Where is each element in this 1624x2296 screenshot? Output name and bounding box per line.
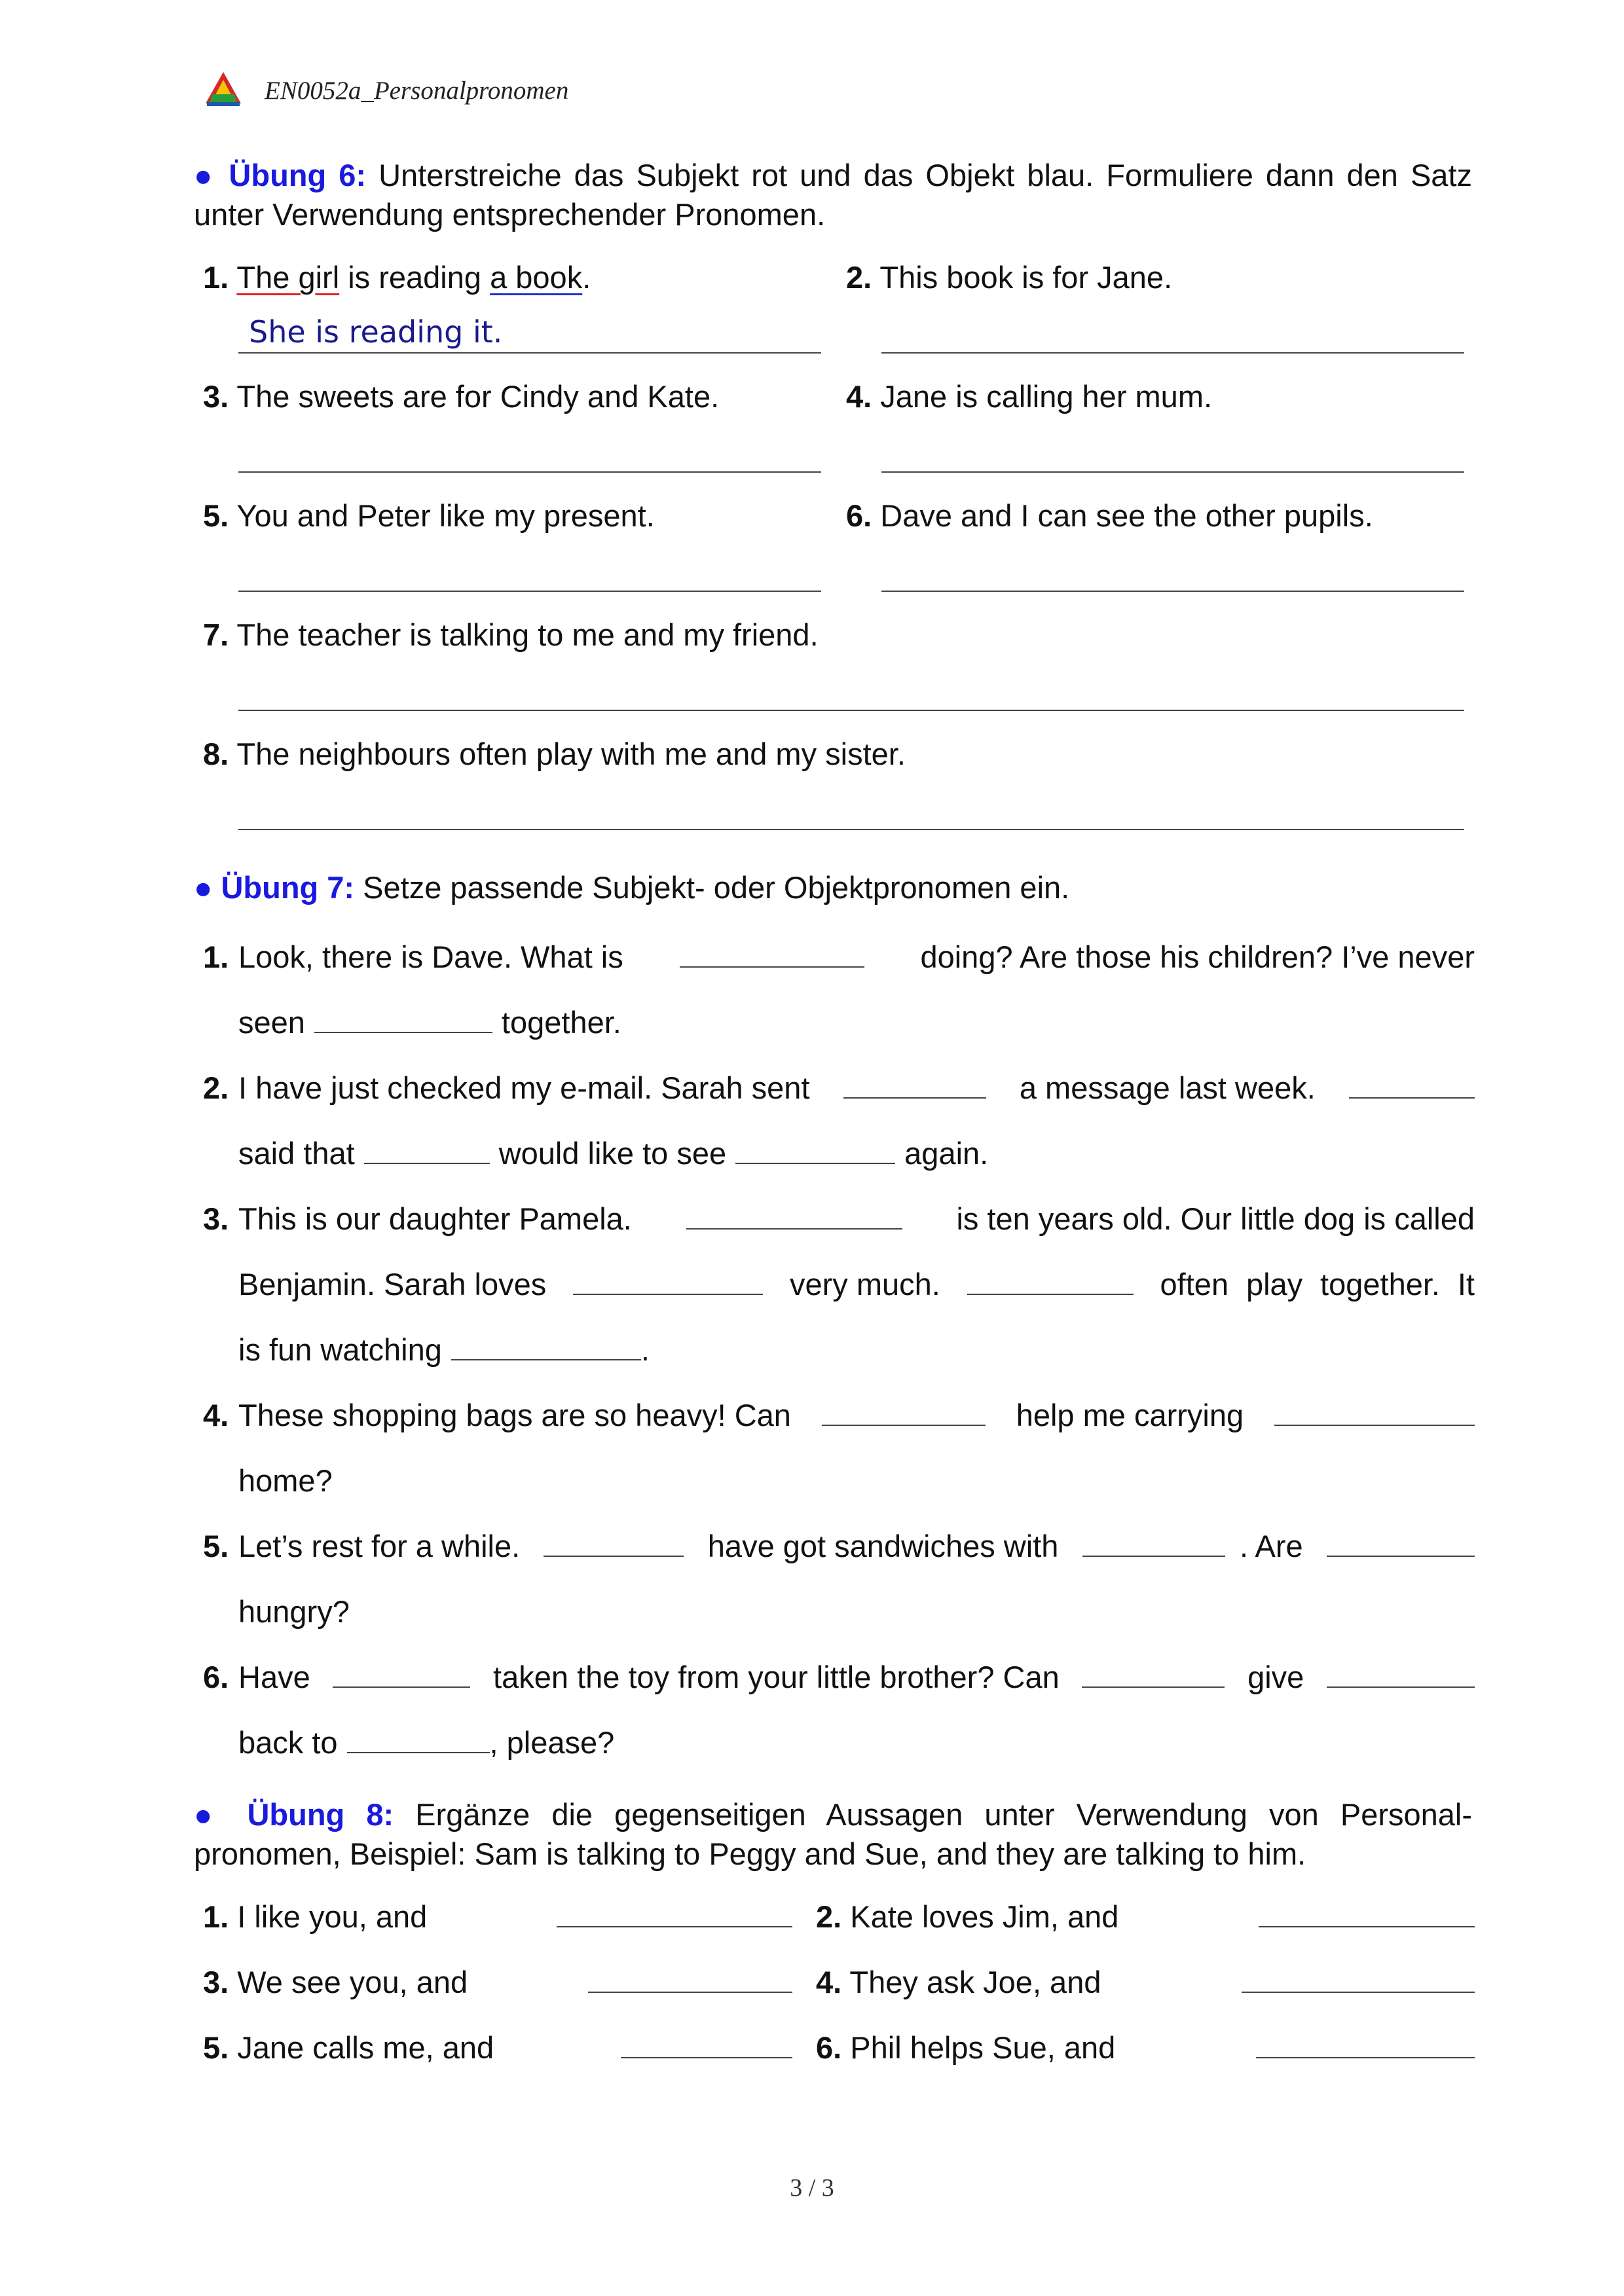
bullet: ● [194,158,217,192]
exercise-7-text: Setze passende Subjekt- oder Objektpronomen ein. [363,870,1070,905]
ex8-item-1: 1. I like you, and [203,1897,792,1937]
ex8-item-3: 3. We see you, and [203,1963,792,2002]
ex7-item-1-line-1: 1. Look, there is Dave. What is doing? Are those his children? I’ve never [203,939,1475,974]
ex6-item-8: 8. The neighbours often play with me and my sister. [203,737,906,771]
ex6-item-5: 5. You and Peter like my present. [203,498,655,533]
ex8-item-5: 5. Jane calls me, and [203,2028,792,2068]
ex7-item-3-line-2: Benjamin. Sarah loves very much. often play together. It [238,1267,1475,1302]
underlined-object: a book [490,260,583,295]
bullet: ● [194,870,213,905]
blank[interactable] [451,1334,641,1360]
answer-line-1[interactable] [238,352,821,354]
example-answer: She is reading it. [249,314,503,350]
publisher-logo-icon [204,71,242,107]
blank[interactable] [1259,1901,1475,1927]
blank[interactable] [544,1531,684,1557]
ex8-item-6: 6. Phil helps Sue, and [816,2028,1475,2068]
blank[interactable] [573,1269,763,1295]
ex7-item-2-line-1: 2. I have just checked my e-mail. Sarah sent a message last week. [203,1068,1475,1108]
ex7-item-1-line-2: seen together. [238,1005,621,1040]
answer-line-4[interactable] [881,471,1464,473]
answer-line-2[interactable] [881,352,1464,354]
ex8-item-2: 2. Kate loves Jim, and [816,1897,1475,1937]
blank[interactable] [1082,1662,1225,1688]
answer-line-7[interactable] [238,710,1464,711]
ex6-item-4: 4. Jane is calling her mum. [846,379,1213,414]
ex7-item-3-line-3: is fun watching . [238,1332,650,1367]
answer-line-3[interactable] [238,471,821,473]
exercise-8-text: Ergänze die gegenseitigen Aussagen unter Verwendung von Personal-pronomen, Beispiel: Sam is talking to Peggy and Sue, and they are talking to him. [194,1797,1472,1871]
blank[interactable] [686,1203,902,1230]
exercise-8-instruction [194,1795,1472,1874]
ex6-item-6: 6. Dave and I can see the other pupils. [846,498,1373,533]
blank[interactable] [347,1727,490,1753]
answer-line-5[interactable] [238,591,821,592]
blank[interactable] [333,1662,470,1688]
blank[interactable] [1274,1400,1475,1426]
blank[interactable] [822,1400,986,1426]
blank[interactable] [680,941,864,968]
blank[interactable] [1242,1967,1475,1993]
answer-line-6[interactable] [881,591,1464,592]
ex7-item-4-line-1: 4. These shopping bags are so heavy! Can help me carrying [203,1396,1475,1435]
exercise-8-label: Übung 8: [247,1797,394,1832]
blank[interactable] [588,1967,792,1993]
exercise-7-instruction [194,868,1472,907]
ex6-item-2: 2. This book is for Jane. [846,260,1173,295]
ex6-item-3: 3. The sweets are for Cindy and Kate. [203,379,720,414]
blank[interactable] [314,1007,492,1033]
ex6-item-1: 1. The girl is reading a book. [203,260,591,295]
ex7-item-4-line-2: home? [238,1463,333,1498]
ex8-item-4: 4. They ask Joe, and [816,1963,1475,2002]
blank[interactable] [1082,1531,1225,1557]
blank[interactable] [967,1269,1134,1295]
ex7-item-5-line-2: hungry? [238,1594,350,1629]
exercise-7-label: Übung 7: [221,870,355,905]
page-number: 3 / 3 [790,2174,834,2202]
blank[interactable] [1256,2032,1475,2058]
blank[interactable] [557,1901,792,1927]
blank[interactable] [843,1072,986,1099]
blank[interactable] [621,2032,792,2058]
exercise-6-label: Übung 6: [229,158,367,192]
blank[interactable] [1349,1072,1475,1099]
blank[interactable] [735,1138,895,1164]
document-id: EN0052a_Personalpronomen [265,77,569,105]
exercise-6-instruction [194,156,1472,234]
ex6-item-7: 7. The teacher is talking to me and my friend. [203,617,819,652]
ex7-item-6-line-1: 6. Have taken the toy from your little brother? Can give [203,1658,1475,1697]
blank[interactable] [364,1138,490,1164]
underlined-subject: The girl [236,260,340,295]
bullet: ● [194,1797,226,1832]
blank[interactable] [1327,1531,1475,1557]
exercise-6-text: Unterstreiche das Subjekt rot und das Objekt blau. Formuliere dann den Satz unter Verwendung entsprechender Pronomen. [194,158,1473,232]
answer-line-8[interactable] [238,829,1464,830]
blank[interactable] [1327,1662,1475,1688]
ex7-item-6-line-2: back to , please? [238,1725,615,1760]
ex7-item-3-line-1: 3. This is our daughter Pamela. is ten years old. Our little dog is called [203,1201,1475,1236]
ex7-item-2-line-2: said that would like to see again. [238,1136,989,1171]
ex7-item-5-line-1: 5. Let’s rest for a while. have got sandwiches with . Are [203,1527,1475,1566]
